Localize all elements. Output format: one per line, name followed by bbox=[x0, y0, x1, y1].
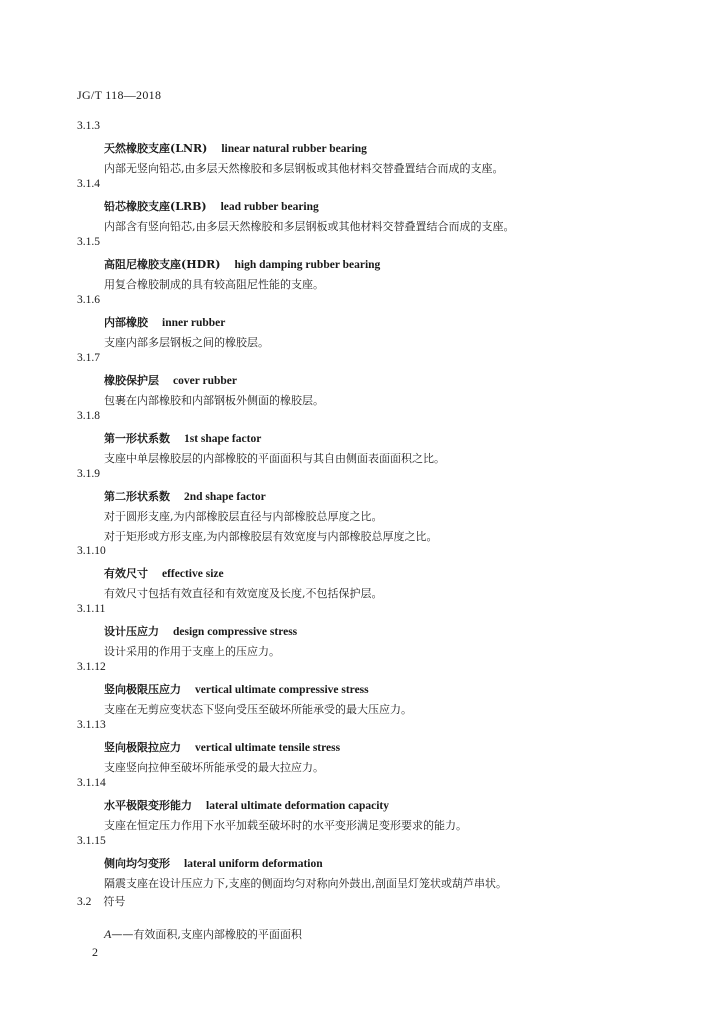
term-title bbox=[104, 140, 367, 156]
term-title bbox=[104, 314, 225, 330]
term-title-zh: 水平极限变形能力 bbox=[104, 799, 192, 812]
term-title-en: lead rubber bearing bbox=[220, 201, 319, 213]
term-title-zh: 有效尺寸 bbox=[104, 567, 148, 580]
term-number: 3.1.5 bbox=[77, 236, 100, 248]
term-title bbox=[104, 739, 340, 755]
term-definition: 包裹在内部橡胶和内部钢板外侧面的橡胶层。 bbox=[104, 394, 324, 407]
term-definition: 支座竖向拉伸至破坏所能承受的最大拉应力。 bbox=[104, 761, 324, 774]
term-number: 3.1.9 bbox=[77, 468, 100, 480]
term-title-en: 1st shape factor bbox=[184, 433, 262, 445]
term-title-zh: 竖向极限压应力 bbox=[104, 683, 181, 696]
term-definition: 对于圆形支座,为内部橡胶层直径与内部橡胶总厚度之比。 bbox=[104, 510, 383, 523]
term-title-zh: 橡胶保护层 bbox=[104, 374, 159, 387]
term-number: 3.1.10 bbox=[77, 545, 106, 557]
term-number: 3.1.15 bbox=[77, 835, 106, 847]
term-title bbox=[104, 488, 266, 504]
term-title-en: 2nd shape factor bbox=[184, 491, 266, 503]
term-title bbox=[104, 565, 224, 581]
term-number: 3.1.12 bbox=[77, 661, 106, 673]
term-title bbox=[104, 681, 369, 697]
term-title-en: cover rubber bbox=[173, 375, 237, 387]
term-title-zh: 高阻尼橡胶支座(HDR) bbox=[104, 258, 221, 271]
term-number: 3.1.11 bbox=[77, 603, 106, 615]
term-definition: 内部无竖向铅芯,由多层天然橡胶和多层钢板或其他材料交替叠置结合而成的支座。 bbox=[104, 162, 504, 175]
term-number: 3.1.3 bbox=[77, 120, 100, 132]
term-title-zh: 第一形状系数 bbox=[104, 432, 170, 445]
term-number: 3.1.4 bbox=[77, 178, 100, 190]
term-number: 3.1.6 bbox=[77, 294, 100, 306]
section-heading bbox=[77, 893, 125, 909]
term-definition: 支座在恒定压力作用下水平加载至破坏时的水平变形满足变形要求的能力。 bbox=[104, 819, 467, 832]
term-title-zh: 设计压应力 bbox=[104, 625, 159, 638]
term-definition: 对于矩形或方形支座,为内部橡胶层有效宽度与内部橡胶总厚度之比。 bbox=[104, 530, 438, 543]
term-title-zh: 第二形状系数 bbox=[104, 490, 170, 503]
document-header: JG/T 118—2018 bbox=[77, 88, 162, 102]
term-title bbox=[104, 430, 261, 446]
term-title bbox=[104, 372, 237, 388]
term-definition: 用复合橡胶制成的具有较高阻尼性能的支座。 bbox=[104, 278, 324, 291]
term-definition: 内部含有竖向铅芯,由多层天然橡胶和多层钢板或其他材料交替叠置结合而成的支座。 bbox=[104, 220, 515, 233]
term-title-en: vertical ultimate tensile stress bbox=[195, 742, 341, 754]
term-title-en: lateral ultimate deformation capacity bbox=[206, 800, 389, 812]
term-title bbox=[104, 198, 319, 214]
term-title-en: vertical ultimate compressive stress bbox=[195, 684, 369, 696]
term-definition: 隔震支座在设计压应力下,支座的侧面均匀对称向外鼓出,剖面呈灯笼状或葫芦串状。 bbox=[104, 877, 507, 890]
term-title bbox=[104, 797, 389, 813]
term-title-en: high damping rubber bearing bbox=[234, 259, 381, 271]
term-title bbox=[104, 623, 297, 639]
term-number: 3.1.8 bbox=[77, 410, 100, 422]
term-title-en: effective size bbox=[162, 568, 224, 580]
term-definition: 有效尺寸包括有效直径和有效宽度及长度,不包括保护层。 bbox=[104, 587, 383, 600]
term-number: 3.1.13 bbox=[77, 719, 106, 731]
term-number: 3.1.14 bbox=[77, 777, 106, 789]
term-title bbox=[104, 256, 380, 272]
term-definition: 支座在无剪应变状态下竖向受压至破坏所能承受的最大压应力。 bbox=[104, 703, 412, 716]
symbol-text: ——有效面积,支座内部橡胶的平面面积 bbox=[111, 928, 302, 941]
term-definition: 支座中单层橡胶层的内部橡胶的平面面积与其自由侧面表面面积之比。 bbox=[104, 452, 445, 465]
term-title-en: inner rubber bbox=[162, 317, 226, 329]
term-title-en: lateral uniform deformation bbox=[184, 858, 323, 870]
term-definition: 支座内部多层钢板之间的橡胶层。 bbox=[104, 336, 269, 349]
term-title-zh: 天然橡胶支座(LNR) bbox=[104, 142, 208, 155]
term-title-zh: 侧向均匀变形 bbox=[104, 857, 170, 870]
symbol-letter: A bbox=[104, 927, 112, 941]
term-title-zh: 铅芯橡胶支座(LRB) bbox=[104, 200, 207, 213]
page-number: 2 bbox=[92, 945, 98, 959]
term-title-en: linear natural rubber bearing bbox=[221, 143, 367, 155]
term-title-en: design compressive stress bbox=[173, 626, 298, 638]
term-title bbox=[104, 855, 323, 871]
term-number: 3.1.7 bbox=[77, 352, 100, 364]
term-definition: 设计采用的作用于支座上的压应力。 bbox=[104, 645, 280, 658]
section-label: 符号 bbox=[103, 895, 126, 908]
term-title-zh: 内部橡胶 bbox=[104, 316, 148, 329]
term-title-zh: 竖向极限拉应力 bbox=[104, 741, 181, 754]
symbol-definition bbox=[104, 926, 302, 942]
section-number: 3.2 bbox=[77, 896, 92, 908]
